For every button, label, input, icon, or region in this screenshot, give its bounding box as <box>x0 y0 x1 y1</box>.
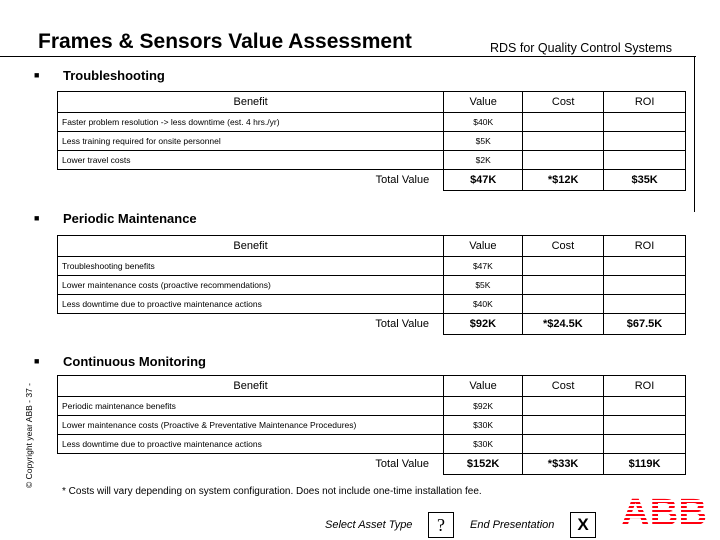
total-cost: *$12K <box>523 170 604 191</box>
abb-logo <box>620 494 708 528</box>
section-title-continuous-monitoring: Continuous Monitoring <box>63 354 206 369</box>
total-roi: $35K <box>604 170 686 191</box>
table-row <box>58 416 686 435</box>
table-row <box>58 276 686 295</box>
col-header-roi: ROI <box>604 376 686 397</box>
total-label: Total Value <box>375 318 430 331</box>
value-cell: $40K <box>444 113 523 132</box>
bullet-icon: ■ <box>34 70 40 80</box>
roi-cell <box>604 416 686 435</box>
table-row <box>58 295 686 314</box>
roi-cell <box>604 295 686 314</box>
header-side-divider <box>694 56 695 212</box>
cost-cell <box>523 113 604 132</box>
cost-cell <box>522 257 603 276</box>
roi-cell <box>604 132 686 151</box>
periodic-maintenance-table <box>57 235 686 335</box>
benefit-cell: Less downtime due to proactive maintenance actions <box>58 295 444 314</box>
benefit-cell: Troubleshooting benefits <box>58 257 444 276</box>
table-row <box>58 435 686 454</box>
benefit-cell: Lower travel costs <box>58 151 444 170</box>
benefit-cell: Less training required for onsite personnel <box>58 132 444 151</box>
cost-cell <box>523 416 604 435</box>
roi-cell <box>604 113 686 132</box>
total-roi: $119K <box>604 454 686 475</box>
footnote: * Costs will vary depending on system configuration. Does not include one-time installation fee. <box>62 486 482 497</box>
table-row <box>58 257 686 276</box>
col-header-value: Value <box>444 92 523 113</box>
benefit-cell: Lower maintenance costs (Proactive & Preventative Maintenance Procedures) <box>58 416 444 435</box>
section-title-troubleshooting: Troubleshooting <box>63 68 165 83</box>
table-header-row <box>58 236 686 257</box>
total-value: $92K <box>444 314 523 335</box>
benefit-cell: Periodic maintenance benefits <box>58 397 444 416</box>
col-header-roi: ROI <box>604 92 686 113</box>
roi-cell <box>604 151 686 170</box>
col-header-benefit: Benefit <box>58 92 444 113</box>
roi-cell <box>604 435 686 454</box>
table-row <box>58 397 686 416</box>
roi-cell <box>604 276 686 295</box>
value-cell: $92K <box>444 397 523 416</box>
roi-cell <box>604 257 686 276</box>
cost-cell <box>522 276 603 295</box>
col-header-value: Value <box>444 376 523 397</box>
benefit-cell: Lower maintenance costs (proactive recommendations) <box>58 276 444 295</box>
header-divider <box>0 56 696 57</box>
cost-cell <box>523 397 604 416</box>
value-cell: $47K <box>444 257 523 276</box>
total-label: Total Value <box>375 458 430 471</box>
value-cell: $2K <box>444 151 523 170</box>
total-cost: *$24.5K <box>522 314 603 335</box>
continuous-monitoring-table <box>57 375 686 475</box>
troubleshooting-table <box>57 91 686 191</box>
cost-cell <box>523 151 604 170</box>
cost-cell <box>522 295 603 314</box>
total-row <box>58 454 686 475</box>
section-title-periodic-maintenance: Periodic Maintenance <box>63 211 197 226</box>
copyright-text: © Copyright year ABB - 37 - <box>24 382 34 488</box>
value-cell: $30K <box>444 435 523 454</box>
value-cell: $30K <box>444 416 523 435</box>
total-row <box>58 170 686 191</box>
total-cost: *$33K <box>523 454 604 475</box>
total-label: Total Value <box>375 174 430 187</box>
end-presentation-button[interactable]: X <box>570 512 596 538</box>
page-title: Frames & Sensors Value Assessment <box>38 30 412 53</box>
value-cell: $40K <box>444 295 523 314</box>
abb-logo-text: ABB <box>621 494 707 528</box>
value-cell: $5K <box>444 276 523 295</box>
end-presentation-label[interactable]: End Presentation <box>470 519 555 531</box>
table-row <box>58 151 686 170</box>
value-cell: $5K <box>444 132 523 151</box>
bullet-icon: ■ <box>34 356 40 366</box>
table-row <box>58 132 686 151</box>
col-header-benefit: Benefit <box>58 236 444 257</box>
select-asset-type-label[interactable]: Select Asset Type <box>325 519 413 531</box>
table-header-row <box>58 376 686 397</box>
col-header-value: Value <box>444 236 523 257</box>
total-roi: $67.5K <box>604 314 686 335</box>
col-header-cost: Cost <box>522 236 603 257</box>
page-subtitle: RDS for Quality Control Systems <box>490 41 672 55</box>
select-asset-type-button[interactable]: ? <box>428 512 454 538</box>
cost-cell <box>523 132 604 151</box>
benefit-cell: Less downtime due to proactive maintenance actions <box>58 435 444 454</box>
col-header-cost: Cost <box>523 376 604 397</box>
col-header-cost: Cost <box>523 92 604 113</box>
total-value: $47K <box>444 170 523 191</box>
roi-cell <box>604 397 686 416</box>
benefit-cell: Faster problem resolution -> less downtime (est. 4 hrs./yr) <box>58 113 444 132</box>
total-row <box>58 314 686 335</box>
bullet-icon: ■ <box>34 213 40 223</box>
total-value: $152K <box>444 454 523 475</box>
col-header-roi: ROI <box>604 236 686 257</box>
col-header-benefit: Benefit <box>58 376 444 397</box>
table-header-row <box>58 92 686 113</box>
table-row <box>58 113 686 132</box>
cost-cell <box>523 435 604 454</box>
